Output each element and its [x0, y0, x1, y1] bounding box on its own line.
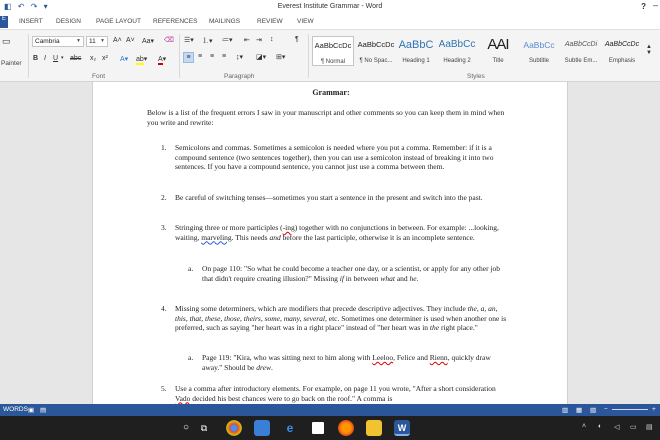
- style-sample: AAI: [487, 36, 509, 53]
- divider: [179, 34, 180, 78]
- subscript-icon[interactable]: x₂: [90, 55, 97, 62]
- tab-insert[interactable]: INSERT: [19, 18, 43, 25]
- list-number: 3.: [161, 223, 167, 232]
- style-title[interactable]: [477, 36, 519, 66]
- numbering-icon[interactable]: ⒈▾: [202, 38, 213, 45]
- file-explorer-icon[interactable]: [366, 420, 382, 436]
- tab-view[interactable]: VIEW: [297, 18, 314, 25]
- intro-paragraph: Below is a list of the frequent errors I saw in your manuscript and other comments so you can keep them in mind when you write and rewrite:: [147, 108, 505, 127]
- bold-icon[interactable]: B: [33, 55, 39, 62]
- multilevel-list-icon[interactable]: ≔▾: [222, 37, 233, 44]
- clear-formatting-icon[interactable]: ⌫: [164, 37, 174, 44]
- firefox-icon[interactable]: [338, 420, 354, 436]
- list-number: 4.: [161, 304, 167, 313]
- word-count[interactable]: WORDS: [3, 406, 28, 413]
- quick-access-toolbar[interactable]: ◧ ↶ ↷ ▾: [4, 2, 50, 11]
- list-number: 2.: [161, 193, 167, 202]
- style-sample: AaBbCcDc: [314, 41, 352, 50]
- notifications-icon[interactable]: ▤: [646, 424, 653, 431]
- shrink-font-icon[interactable]: A˅: [126, 37, 135, 44]
- tab-review[interactable]: REVIEW: [257, 18, 283, 25]
- network-icon[interactable]: ◐: [598, 423, 603, 430]
- style-name: Title: [492, 58, 504, 64]
- style-name: Heading 2: [443, 58, 471, 64]
- battery-icon[interactable]: ▭: [630, 424, 637, 431]
- font-size-dropdown[interactable]: [86, 36, 108, 47]
- volume-icon[interactable]: ◁: [614, 424, 620, 431]
- font-size-value: 11: [89, 38, 96, 45]
- zoom-slider[interactable]: [612, 409, 648, 410]
- status-bar: [0, 404, 660, 416]
- ribbon-tabs: [0, 14, 660, 30]
- list-item: Semicolons and commas. Sometimes a semicolon is needed where you put a comma. Remember: if it is a compound sentence (two sentences together), then you can use a semicolon instead of breaking it into two sentences. If you have a compound sentence, you cannot just use a comma between them.: [175, 143, 494, 172]
- taskbar: [0, 416, 660, 440]
- superscript-icon[interactable]: x²: [102, 55, 108, 62]
- decrease-indent-icon[interactable]: ⇤: [244, 37, 250, 44]
- read-mode-icon[interactable]: ▥: [562, 407, 569, 414]
- align-center-icon[interactable]: ≡: [198, 53, 203, 60]
- tab-references[interactable]: REFERENCES: [153, 18, 198, 25]
- tab-design[interactable]: DESIGN: [56, 18, 81, 25]
- macro-icon[interactable]: ▤: [40, 407, 47, 414]
- divider: [28, 34, 29, 78]
- document-area[interactable]: [0, 82, 660, 404]
- list-subitem: On page 110: "So what he could become a teacher one day, or a scientist, or apply for any other job that didn't require creating illusion?" Missing if in between what and he.: [202, 264, 501, 283]
- style-subtle-emphasis[interactable]: [560, 36, 602, 66]
- list-item: Missing some determiners, which are modifiers that precede descriptive adjectives. They include the, a, an, this, that, these, those, theirs, some, many, several, etc. Sometimes one determiner is used when another one is preferred, such as saying "her heart was in a right place" instead of "her heart was in the right place.": [175, 304, 507, 333]
- word-icon[interactable]: W: [394, 420, 410, 436]
- minimize-button[interactable]: –: [652, 0, 658, 10]
- list-item: Use a comma after introductory elements. For example, on page 11 you wrote, "After a short consideration Vado decided his best chances were to go back on the roof." A comma is: [175, 384, 496, 403]
- style-sample: AaBbCcDi: [564, 41, 598, 48]
- style-heading-1[interactable]: [395, 36, 437, 66]
- title-bar: [0, 0, 660, 14]
- style-normal[interactable]: [312, 36, 354, 66]
- font-name-dropdown[interactable]: [32, 36, 84, 47]
- ribbon: [0, 30, 660, 82]
- chevron-down-icon: ▼: [100, 38, 105, 44]
- bullets-icon[interactable]: ☰▾: [184, 37, 194, 44]
- list-item: Be careful of switching tenses—sometimes you start a sentence in the present and switch into the past.: [175, 193, 483, 202]
- style-no-spacing[interactable]: [355, 36, 397, 66]
- style-sample: AaBbCc: [438, 39, 476, 50]
- styles-scroll-icon[interactable]: ▲ ▼: [646, 44, 652, 56]
- search-icon[interactable]: ○: [182, 422, 190, 433]
- justify-icon[interactable]: ≡: [222, 53, 227, 60]
- underline-icon[interactable]: U: [53, 55, 59, 62]
- style-heading-2[interactable]: [436, 36, 478, 66]
- tab-mailings[interactable]: MAILINGS: [209, 18, 241, 25]
- align-right-icon[interactable]: ≡: [210, 53, 215, 60]
- paragraph-group-label: Paragraph: [224, 73, 255, 80]
- task-view-icon[interactable]: ⧉: [200, 423, 208, 433]
- chrome-icon[interactable]: [226, 420, 242, 436]
- style-emphasis[interactable]: [601, 36, 643, 66]
- change-case-icon[interactable]: Aa▾: [142, 38, 155, 45]
- edge-icon[interactable]: e: [286, 421, 294, 435]
- show-formatting-icon[interactable]: ¶: [295, 36, 299, 43]
- store-icon[interactable]: [254, 420, 270, 436]
- styles-group-label: Styles: [467, 73, 485, 80]
- mail-icon[interactable]: [310, 420, 326, 436]
- list-item: Stringing three or more participles (-ing) together with no conjunctions in between. For example: ...looking, waiting, marveling. This needs and before the last participle, otherwise it is an incomplete sentence.: [175, 223, 499, 242]
- list-letter: a.: [188, 264, 194, 273]
- style-sample: AaBbC: [398, 39, 434, 51]
- font-group-label: Font: [92, 73, 106, 80]
- increase-indent-icon[interactable]: ⇥: [256, 37, 262, 44]
- list-subitem: Page 119: "Kira, who was sitting next to him along with Leeloo, Felice and Rienn, quickly draw away." Should be drew.: [202, 353, 491, 372]
- italic-icon[interactable]: I: [44, 55, 46, 62]
- zoom-in-icon[interactable]: +: [652, 406, 656, 413]
- line-spacing-icon[interactable]: ↨▾: [236, 54, 244, 61]
- style-name: Subtitle: [528, 58, 549, 64]
- zoom-out-icon[interactable]: −: [604, 406, 608, 413]
- tray-chevron-icon[interactable]: ˄: [582, 423, 587, 430]
- doc-heading: Grammar:: [312, 88, 350, 97]
- clipboard-icon[interactable]: ▭: [2, 36, 11, 46]
- style-sample: AaBbCcDc: [357, 40, 395, 49]
- chevron-down-icon: ▼: [76, 38, 81, 44]
- highlight-icon[interactable]: ab▾: [136, 56, 148, 63]
- style-name: ¶ No Spac...: [359, 58, 393, 64]
- style-name: Emphasis: [608, 58, 636, 64]
- list-number: 5.: [161, 384, 167, 393]
- style-sample: AaBbCcDc: [604, 41, 640, 48]
- style-name: Heading 1: [402, 58, 430, 64]
- font-name-value: Cambria: [35, 38, 60, 45]
- style-name: Subtle Em...: [564, 58, 598, 64]
- print-layout-icon[interactable]: ▦: [576, 407, 583, 414]
- borders-icon[interactable]: ⊞▾: [276, 54, 286, 61]
- window-title: Everest Institute Grammar - Word: [277, 3, 383, 10]
- style-name: ¶ Normal: [320, 59, 346, 65]
- strikethrough-icon[interactable]: abc: [70, 55, 82, 62]
- document-page[interactable]: [92, 82, 568, 404]
- proofing-icon[interactable]: ▣: [28, 407, 35, 414]
- grow-font-icon[interactable]: A˄: [113, 37, 122, 44]
- divider: [308, 34, 309, 78]
- list-number: 1.: [161, 143, 167, 152]
- file-tab[interactable]: E: [0, 16, 8, 28]
- style-subtitle[interactable]: [518, 36, 560, 66]
- list-letter: a.: [188, 353, 194, 362]
- sort-icon[interactable]: ↕: [270, 36, 274, 43]
- text-effects-icon[interactable]: A▾: [120, 56, 129, 63]
- align-left-icon[interactable]: ≡: [183, 52, 194, 63]
- format-painter-label[interactable]: Painter: [1, 60, 22, 67]
- tab-page-layout[interactable]: PAGE LAYOUT: [96, 18, 141, 25]
- shading-icon[interactable]: ◪▾: [256, 54, 267, 61]
- help-button[interactable]: ?: [641, 2, 646, 11]
- style-sample: AaBbCc: [523, 40, 555, 50]
- chevron-down-icon[interactable]: ▾: [61, 55, 64, 61]
- font-color-icon[interactable]: A▾: [158, 56, 167, 63]
- web-layout-icon[interactable]: ▧: [590, 407, 597, 414]
